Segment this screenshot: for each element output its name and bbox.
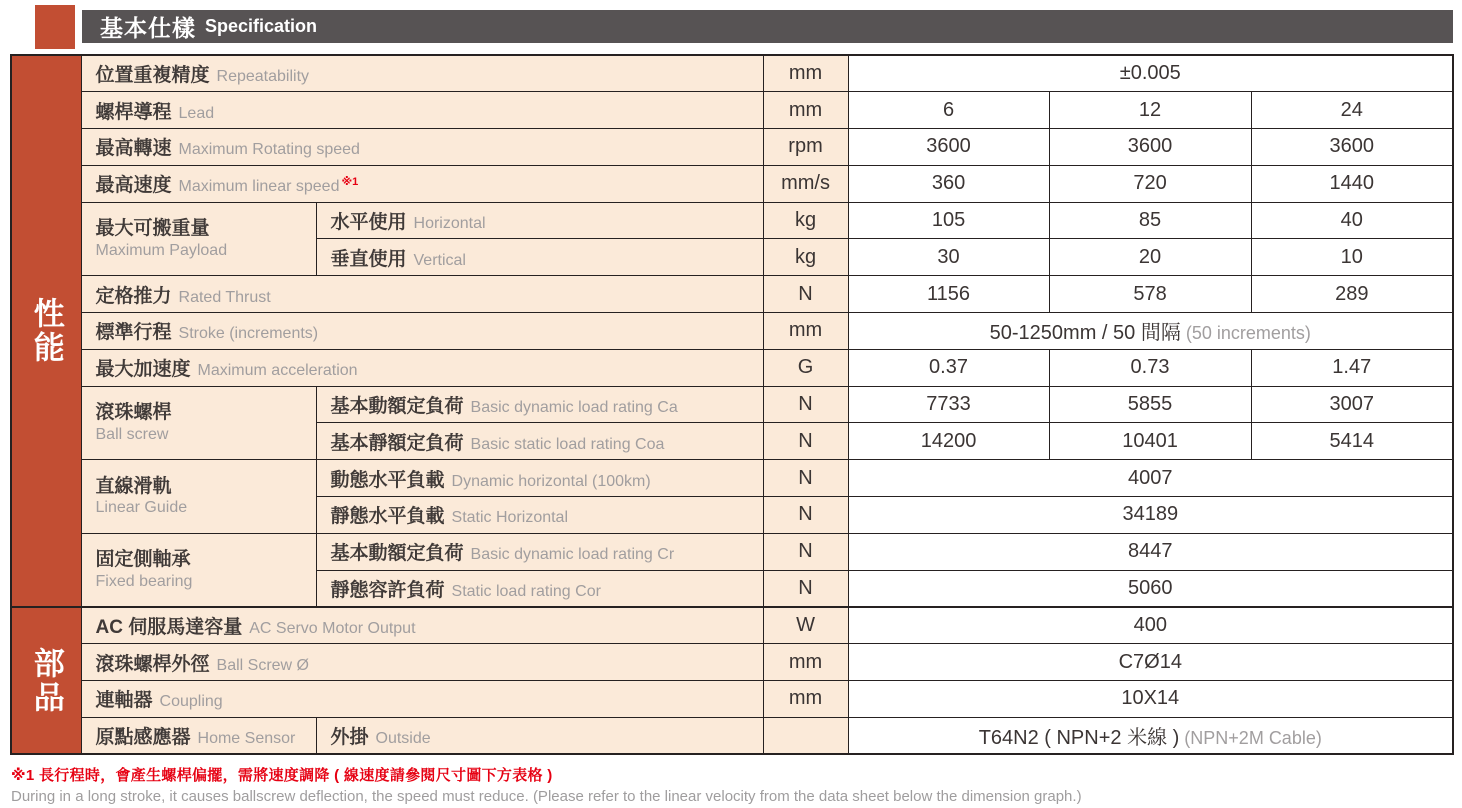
label-max-linear-speed [81, 165, 763, 202]
value-cell: 7733 [848, 386, 1049, 423]
unit-cell [763, 717, 848, 754]
sublabel-static-horizontal [316, 497, 763, 534]
sublabel-dynamic-horizontal [316, 460, 763, 497]
value-lead-24: 24 [1251, 92, 1453, 129]
label-maximum-payload [81, 202, 316, 276]
row-servo-output [11, 607, 1453, 644]
label-en: AC Servo Motor Output [249, 620, 416, 638]
label-zh: 垂直使用 [330, 248, 407, 270]
unit-cell: mm/s [763, 165, 848, 202]
label-zh: 外掛 [330, 726, 369, 748]
footnote-en: During in a long stroke, it causes ballscrew deflection, the speed must reduce. (Please refer to the linear velocity from the data sheet below the dimension graph.) [11, 788, 1082, 806]
label-en: Maximum Rotating speed [178, 141, 360, 159]
value-secondary: (50 increments) [1185, 323, 1311, 344]
section-title-bar [82, 10, 1453, 43]
row-repeatability [11, 55, 1453, 92]
value-cell: 3007 [1251, 386, 1453, 423]
label-zh: 基本動額定負荷 [330, 543, 464, 565]
label-zh: 最大加速度 [95, 359, 191, 381]
label-en: Outside [375, 729, 431, 747]
footnotes [11, 764, 1462, 805]
unit-cell: N [763, 386, 848, 423]
label-en: Maximum linear speed [178, 178, 340, 196]
label-zh: 基本動額定負荷 [330, 396, 464, 418]
row-stroke [11, 313, 1453, 350]
value-cell: 1440 [1251, 165, 1453, 202]
label-zh: 螺桿導程 [95, 101, 172, 123]
sublabel-static-load-coa [316, 423, 763, 460]
label-rated-thrust [81, 276, 763, 313]
unit-cell: mm [763, 681, 848, 718]
value-repeatability: ±0.005 [848, 55, 1453, 92]
label-repeatability [81, 55, 763, 92]
label-en: Repeatability [216, 68, 310, 86]
row-fixedbearing-dynamic [11, 533, 1453, 570]
value-cell: C7Ø14 [848, 644, 1453, 681]
unit-cell: kg [763, 239, 848, 276]
unit-cell: N [763, 276, 848, 313]
value-lead-12: 12 [1049, 92, 1251, 129]
label-en: Basic dynamic load rating Cr [470, 546, 675, 564]
label-zh: 定格推力 [95, 285, 172, 307]
label-zh: 位置重複精度 [95, 65, 210, 87]
value-cell: 720 [1049, 165, 1251, 202]
label-zh: 滾珠螺桿 [95, 402, 172, 424]
label-zh: 靜態水平負載 [330, 506, 445, 528]
label-en: Maximum Payload [95, 241, 228, 259]
unit-cell: W [763, 607, 848, 644]
label-zh: 靜態容許負荷 [330, 579, 445, 601]
unit-cell: mm [763, 92, 848, 129]
row-linearguide-dynamic [11, 460, 1453, 497]
section-header [0, 0, 1462, 50]
label-servo-output [81, 607, 763, 644]
label-en: Home Sensor [197, 729, 296, 747]
label-en: Static Horizontal [451, 509, 569, 527]
label-lead [81, 92, 763, 129]
value-cell: 5060 [848, 570, 1453, 607]
label-zh: 滾珠螺桿外徑 [95, 653, 210, 675]
row-ballscrew-dynamic [11, 386, 1453, 423]
label-en: Basic dynamic load rating Ca [470, 399, 678, 417]
label-en: Dynamic horizontal (100km) [451, 472, 651, 490]
value-cell: 10X14 [848, 681, 1453, 718]
label-en: Horizontal [413, 215, 486, 233]
value-cell: 5855 [1049, 386, 1251, 423]
label-zh: 固定側軸承 [95, 549, 191, 571]
unit-cell: N [763, 570, 848, 607]
row-ballscrew-diameter [11, 644, 1453, 681]
row-coupling [11, 681, 1453, 718]
footnote-ref-1: ※1 [341, 175, 359, 188]
label-en: Maximum acceleration [197, 362, 358, 380]
value-cell: 5414 [1251, 423, 1453, 460]
specification-table [10, 54, 1454, 755]
label-zh: 連軸器 [95, 690, 153, 712]
value-cell: 0.37 [848, 349, 1049, 386]
value-main: 50-1250mm / 50 間隔 [989, 322, 1181, 345]
sublabel-static-load-cor [316, 570, 763, 607]
sublabel-outside [316, 717, 763, 754]
value-cell: 3600 [848, 129, 1049, 166]
label-en: Basic static load rating Coa [470, 435, 665, 453]
label-en: Lead [178, 104, 215, 122]
row-max-acceleration [11, 349, 1453, 386]
label-en: Coupling [159, 693, 223, 711]
value-cell: 289 [1251, 276, 1453, 313]
label-en: Vertical [413, 251, 466, 269]
section-title-en: Specification [205, 16, 318, 36]
sidebar-parts: 部品 [11, 607, 81, 754]
row-max-linear-speed [11, 165, 1453, 202]
label-en: Stroke (increments) [178, 325, 319, 343]
label-en: Ball Screw Ø [216, 656, 309, 674]
sublabel-dynamic-load-cr [316, 533, 763, 570]
label-ballscrew-diameter [81, 644, 763, 681]
value-cell: 85 [1049, 202, 1251, 239]
value-cell: 105 [848, 202, 1049, 239]
value-stroke [848, 313, 1453, 350]
label-coupling [81, 681, 763, 718]
value-cell: 1.47 [1251, 349, 1453, 386]
sublabel-dynamic-load-ca [316, 386, 763, 423]
label-max-rotating-speed [81, 129, 763, 166]
value-cell: 8447 [848, 533, 1453, 570]
label-zh: 動態水平負載 [330, 469, 445, 491]
label-zh: 最高速度 [95, 175, 172, 197]
label-zh: AC 伺服馬達容量 [95, 617, 243, 639]
label-ball-screw [81, 386, 316, 460]
label-zh: 標準行程 [95, 322, 172, 344]
unit-cell: N [763, 460, 848, 497]
unit-cell: mm [763, 644, 848, 681]
row-home-sensor [11, 717, 1453, 754]
label-zh: 基本靜額定負荷 [330, 432, 464, 454]
value-cell: 20 [1049, 239, 1251, 276]
row-rated-thrust [11, 276, 1453, 313]
unit-cell: N [763, 533, 848, 570]
sidebar-performance: 性能 [11, 55, 81, 607]
value-cell: 10 [1251, 239, 1453, 276]
unit-cell: kg [763, 202, 848, 239]
label-zh: 直線滑軌 [95, 475, 172, 497]
label-en: Rated Thrust [178, 288, 271, 306]
value-cell: 34189 [848, 497, 1453, 534]
unit-cell: N [763, 423, 848, 460]
label-en: Fixed bearing [95, 572, 193, 590]
value-cell: 14200 [848, 423, 1049, 460]
label-zh: 最大可搬重量 [95, 218, 210, 240]
label-en: Ball screw [95, 425, 169, 443]
value-cell: 40 [1251, 202, 1453, 239]
value-cell: 3600 [1049, 129, 1251, 166]
footnote-zh: ※1 長行程時，會產生螺桿偏擺，需將速度調降 ( 線速度請參閱尺寸圖下方表格 ) [11, 767, 553, 785]
unit-cell: mm [763, 55, 848, 92]
accent-square-icon [35, 5, 75, 49]
value-cell: 3600 [1251, 129, 1453, 166]
label-max-acceleration [81, 349, 763, 386]
row-max-rotating-speed [11, 129, 1453, 166]
value-home-sensor [848, 717, 1453, 754]
value-cell: 0.73 [1049, 349, 1251, 386]
label-zh: 水平使用 [330, 212, 407, 234]
section-title-zh: 基本仕樣 [100, 15, 196, 41]
value-lead-6: 6 [848, 92, 1049, 129]
value-cell: 4007 [848, 460, 1453, 497]
label-stroke [81, 313, 763, 350]
unit-cell: G [763, 349, 848, 386]
label-home-sensor [81, 717, 316, 754]
label-fixed-bearing [81, 533, 316, 607]
value-cell: 578 [1049, 276, 1251, 313]
value-secondary: (NPN+2M Cable) [1184, 727, 1322, 748]
value-cell: 10401 [1049, 423, 1251, 460]
row-payload-horizontal [11, 202, 1453, 239]
unit-cell: N [763, 497, 848, 534]
sublabel-vertical [316, 239, 763, 276]
label-en: Linear Guide [95, 499, 188, 517]
label-zh: 最高轉速 [95, 138, 172, 160]
row-lead [11, 92, 1453, 129]
value-cell: 30 [848, 239, 1049, 276]
label-zh: 原點感應器 [95, 726, 191, 748]
value-main: T64N2 ( NPN+2 米線 ) [978, 726, 1180, 749]
value-cell: 1156 [848, 276, 1049, 313]
label-en: Static load rating Cor [451, 582, 601, 600]
value-cell: 400 [848, 607, 1453, 644]
label-linear-guide [81, 460, 316, 534]
unit-cell: mm [763, 313, 848, 350]
value-cell: 360 [848, 165, 1049, 202]
unit-cell: rpm [763, 129, 848, 166]
sublabel-horizontal [316, 202, 763, 239]
